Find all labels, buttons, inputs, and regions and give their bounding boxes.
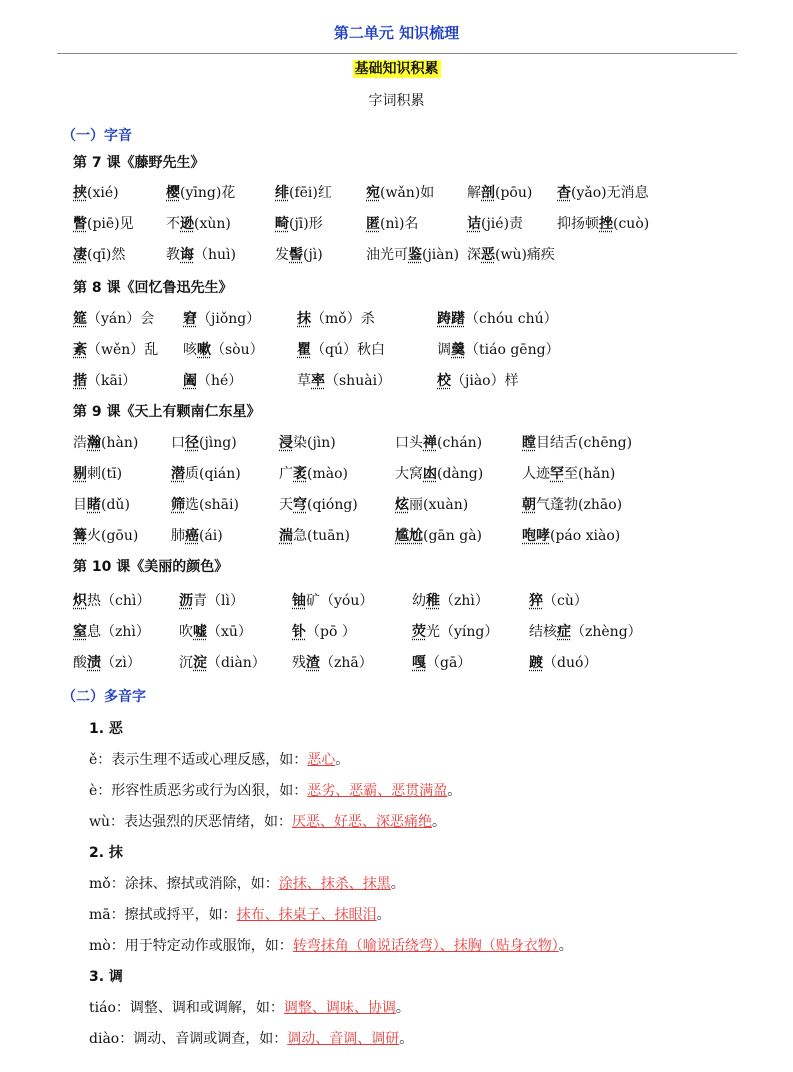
polyphone-end-punct: 。: [447, 783, 462, 799]
word-key-char: 校: [437, 373, 451, 389]
word-key-char: 凄: [73, 247, 87, 263]
polyphone-examples: 转弯抹角（喻说话绕弯）、抹胸（贴身衣物）: [292, 938, 559, 954]
polyphone-examples: 涂抹、抹杀、抹黑: [278, 876, 391, 892]
lesson-title: 第 9 课《天上有颗南仁东星》: [73, 404, 261, 420]
polyphone-examples: 调整、调味、协调: [283, 1000, 396, 1016]
word-pinyin: （cù）: [543, 593, 588, 609]
word-entry: [297, 339, 385, 359]
word-entry: [522, 494, 622, 514]
word-pinyin: (dàng): [437, 466, 484, 482]
word-entry: [275, 213, 323, 233]
word-pinyin: (dǔ): [101, 497, 130, 513]
word-row: [0, 590, 793, 614]
word-row: [0, 494, 793, 518]
word-key-char: 踌躇: [437, 311, 465, 327]
word-pinyin: 至(hǎn): [564, 466, 616, 482]
lesson-title: 第 7 课《藤野先生》: [73, 155, 205, 171]
polyphone-line: [89, 811, 446, 831]
word-entry: [437, 370, 519, 390]
word-row: [0, 621, 793, 645]
word-key-char: 炫: [395, 497, 409, 513]
word-key-char: 挫: [599, 216, 613, 232]
word-row: [0, 339, 793, 363]
word-pinyin: 息（zhì）: [87, 624, 150, 640]
word-key-char: 鉴: [408, 247, 422, 263]
highlight-label: 基础知识积累: [354, 61, 439, 77]
word-key-char: 瞿: [297, 342, 311, 358]
word-pinyin: (fēi)红: [289, 185, 332, 201]
word-prefix: 草: [297, 373, 311, 389]
word-entry: [73, 182, 119, 202]
word-entry: [529, 652, 597, 672]
word-key-char: 筛: [171, 497, 185, 513]
word-pinyin: (qī)然: [87, 247, 126, 263]
word-pinyin: (mào): [307, 466, 348, 482]
word-pinyin: (cuò): [613, 216, 650, 232]
word-entry: [366, 213, 418, 233]
word-pinyin: （qú）秋白: [311, 342, 385, 358]
word-entry: [73, 370, 136, 390]
word-prefix: 咳: [183, 342, 197, 358]
word-entry: [73, 494, 130, 514]
word-key-char: 宛: [366, 185, 380, 201]
word-pinyin: （sòu）: [211, 342, 264, 358]
word-prefix: 发: [275, 247, 289, 263]
polyphone-line: [89, 873, 405, 893]
word-prefix: 浩: [73, 435, 87, 451]
word-entry: [366, 244, 459, 264]
word-key-char: 朝: [522, 497, 536, 513]
polyphone-end-punct: 。: [390, 876, 405, 892]
word-pinyin: (hàn): [101, 435, 139, 451]
word-key-char: 踱: [529, 655, 543, 671]
word-row: [0, 652, 793, 676]
word-prefix: 幼: [412, 593, 426, 609]
word-entry: [179, 590, 244, 610]
word-entry: [557, 213, 649, 233]
word-entry: [171, 463, 241, 483]
word-key-char: 窘: [183, 311, 197, 327]
word-key-char: 挟: [73, 185, 87, 201]
word-key-char: 畸: [275, 216, 289, 232]
word-entry: [73, 308, 154, 328]
word-pinyin: 刺(tī): [87, 466, 123, 482]
sub-title: 字词积累: [368, 93, 425, 109]
polyphone-end-punct: 。: [335, 752, 350, 768]
word-entry: [395, 463, 483, 483]
word-pinyin: （wěn）乱: [87, 342, 159, 358]
word-key-char: 剔: [73, 466, 87, 482]
word-prefix: 天: [279, 497, 293, 513]
lesson-title: 第 8 课《回忆鲁迅先生》: [73, 280, 233, 296]
word-row: [0, 308, 793, 332]
word-entry: [275, 244, 323, 264]
polyphone-line: [89, 904, 391, 924]
word-prefix: 深: [467, 247, 481, 263]
word-key-char: 钋: [292, 624, 306, 640]
word-pinyin: 急(tuān): [293, 528, 350, 544]
polyphone-definition: ě：表示生理不适或心理反感，如：: [89, 752, 308, 768]
word-entry: [366, 182, 434, 202]
word-pinyin: (ái): [199, 528, 223, 544]
word-entry: [279, 525, 350, 545]
word-entry: [292, 590, 373, 610]
word-key-char: 诘: [467, 216, 481, 232]
word-pinyin: (piē)见: [87, 216, 134, 232]
word-key-char: 径: [185, 435, 199, 451]
word-prefix: 广: [279, 466, 293, 482]
word-prefix: 酸: [73, 655, 87, 671]
word-entry: [73, 339, 158, 359]
word-key-char: 绯: [275, 185, 289, 201]
word-key-char: 恶: [481, 247, 495, 263]
word-entry: [412, 590, 489, 610]
word-pinyin: (jìng): [199, 435, 237, 451]
word-prefix: 大窝: [395, 466, 423, 482]
word-entry: [166, 213, 231, 233]
part-heading-pronunciation: （一）字音: [62, 128, 132, 144]
word-key-char: 羹: [451, 342, 465, 358]
word-entry: [73, 213, 134, 233]
word-pinyin: 青（lì）: [193, 593, 244, 609]
word-pinyin: （jiào）样: [451, 373, 519, 389]
word-pinyin: 气蓬勃(zhāo): [536, 497, 623, 513]
word-prefix: 肺: [171, 528, 185, 544]
word-entry: [292, 652, 373, 672]
polyphone-line: [89, 749, 349, 769]
polyphone-title: 1. 恶: [89, 721, 123, 737]
word-prefix: 吹: [179, 624, 193, 640]
word-entry: [73, 463, 122, 483]
word-entry: [412, 621, 498, 641]
part-heading-polyphones: （二）多音字: [62, 689, 146, 705]
word-pinyin: 火(gōu): [87, 528, 139, 544]
polyphone-title: 3. 调: [89, 969, 123, 985]
word-prefix: 抑扬顿: [557, 216, 599, 232]
polyphone-definition: è：形容性质恶劣或行为凶狠，如：: [89, 783, 308, 799]
word-row: [0, 370, 793, 394]
word-key-char: 咆哮: [522, 528, 550, 544]
word-key-char: 瞥: [73, 216, 87, 232]
word-key-char: 紊: [73, 342, 87, 358]
word-key-char: 沥: [179, 593, 193, 609]
word-key-char: 渍: [87, 655, 101, 671]
word-entry: [179, 621, 252, 641]
word-entry: [73, 432, 138, 452]
word-pinyin: （mǒ）杀: [311, 311, 375, 327]
polyphone-examples: 调动、音调、调研: [287, 1031, 400, 1047]
word-key-char: 瀚: [87, 435, 101, 451]
word-key-char: 荧: [412, 624, 426, 640]
word-entry: [279, 463, 348, 483]
word-prefix: 人迹: [522, 466, 550, 482]
word-pinyin: （jiǒng）: [197, 311, 261, 327]
word-row: [0, 432, 793, 456]
word-entry: [297, 308, 375, 328]
word-pinyin: (yīng)花: [180, 185, 236, 201]
word-key-char: 樱: [166, 185, 180, 201]
polyphone-definition: mǒ：涂抹、擦拭或消除，如：: [89, 876, 279, 892]
word-key-char: 睹: [87, 497, 101, 513]
word-entry: [437, 308, 558, 328]
polyphone-definition: wù：表达强烈的厌恶情绪，如：: [89, 814, 292, 830]
word-prefix: 调: [437, 342, 451, 358]
word-entry: [73, 652, 141, 672]
word-pinyin: （tiáo gēng）: [465, 342, 560, 358]
word-key-char: 杳: [557, 185, 571, 201]
word-pinyin: (pōu): [495, 185, 533, 201]
word-key-char: 嘎: [412, 655, 426, 671]
word-row: [0, 213, 793, 237]
word-row: [0, 463, 793, 487]
word-key-char: 瞠: [522, 435, 536, 451]
word-entry: [557, 182, 649, 202]
word-row: [0, 244, 793, 268]
word-prefix: 解: [467, 185, 481, 201]
word-pinyin: 丽(xuàn): [409, 497, 469, 513]
word-prefix: 油光可: [366, 247, 408, 263]
word-entry: [166, 244, 236, 264]
word-key-char: 逊: [180, 216, 194, 232]
word-entry: [275, 182, 332, 202]
word-pinyin: (yǎo)无消息: [571, 185, 649, 201]
word-key-char: 嘘: [193, 624, 207, 640]
polyphone-definition: mò：用于特定动作或服饰，如：: [89, 938, 293, 954]
polyphone-examples: 厌恶、好恶、深恶痛绝: [292, 814, 432, 830]
word-pinyin: (jì): [303, 247, 323, 263]
word-entry: [395, 432, 482, 452]
word-prefix: 不: [166, 216, 180, 232]
word-key-char: 抹: [297, 311, 311, 327]
word-pinyin: (jié)责: [481, 216, 524, 232]
header-divider: [57, 53, 737, 54]
polyphone-definition: mā：擦拭或捋平，如：: [89, 907, 237, 923]
word-key-char: 猝: [529, 593, 543, 609]
word-entry: [467, 182, 532, 202]
word-entry: [183, 308, 260, 328]
word-key-char: 诲: [180, 247, 194, 263]
word-pinyin: （diàn）: [207, 655, 266, 671]
word-entry: [292, 621, 356, 641]
word-pinyin: (qióng): [307, 497, 358, 513]
polyphone-end-punct: 。: [376, 907, 391, 923]
word-entry: [279, 432, 336, 452]
word-pinyin: （huì): [194, 247, 236, 263]
word-pinyin: （zhì）: [440, 593, 489, 609]
polyphone-line: [89, 1028, 413, 1048]
word-entry: [73, 244, 125, 264]
word-prefix: 目: [73, 497, 87, 513]
word-key-char: 炽: [73, 593, 87, 609]
word-pinyin: （yán）会: [87, 311, 155, 327]
word-pinyin: （chóu chú）: [465, 311, 558, 327]
word-pinyin: （zhā）: [320, 655, 373, 671]
word-key-char: 症: [557, 624, 571, 640]
word-prefix: 口: [171, 435, 185, 451]
word-row: [0, 525, 793, 549]
word-pinyin: （zì）: [101, 655, 141, 671]
word-pinyin: (gān gà): [423, 528, 483, 544]
word-entry: [522, 463, 615, 483]
word-pinyin: (xié): [87, 185, 119, 201]
word-entry: [171, 494, 239, 514]
word-pinyin: (nì)名: [380, 216, 419, 232]
polyphone-title: 2. 抹: [89, 845, 123, 861]
word-key-char: 凼: [423, 466, 437, 482]
polyphone-end-punct: 。: [432, 814, 446, 830]
word-pinyin: 光（yíng）: [426, 624, 499, 640]
word-entry: [73, 621, 150, 641]
word-entry: [467, 213, 523, 233]
section-highlight: [0, 58, 793, 78]
word-entry: [183, 370, 242, 390]
polyphone-definition: tiáo：调整、调和或调解，如：: [89, 1000, 284, 1016]
polyphone-line: [89, 780, 461, 800]
word-pinyin: （kāi）: [87, 373, 137, 389]
word-prefix: 教: [166, 247, 180, 263]
word-pinyin: (páo xiào): [550, 528, 621, 544]
word-key-char: 癌: [185, 528, 199, 544]
polyphone-end-punct: 。: [558, 938, 573, 954]
word-entry: [522, 525, 620, 545]
word-key-char: 罕: [550, 466, 564, 482]
word-key-char: 渣: [306, 655, 320, 671]
word-key-char: 阖: [183, 373, 197, 389]
word-key-char: 稚: [426, 593, 440, 609]
word-pinyin: (wǎn)如: [380, 185, 435, 201]
word-pinyin: （hé）: [197, 373, 243, 389]
word-entry: [297, 370, 391, 390]
word-entry: [467, 244, 555, 264]
word-entry: [179, 652, 266, 672]
word-key-char: 尴尬: [395, 528, 423, 544]
polyphone-examples: 恶劣、恶霸、恶贯满盈: [307, 783, 448, 799]
word-pinyin: 质(qián): [185, 466, 241, 482]
word-pinyin: （zhèng）: [571, 624, 642, 640]
word-entry: [166, 182, 235, 202]
word-prefix: 口头: [395, 435, 423, 451]
word-entry: [437, 339, 560, 359]
word-key-char: 剖: [481, 185, 495, 201]
word-entry: [279, 494, 358, 514]
word-pinyin: （gā）: [426, 655, 472, 671]
word-key-char: 湍: [279, 528, 293, 544]
word-pinyin: (wù)痛疾: [495, 247, 555, 263]
word-key-char: 窒: [73, 624, 87, 640]
word-key-char: 铀: [292, 593, 306, 609]
word-pinyin: （xū）: [207, 624, 252, 640]
word-pinyin: 染(jìn): [293, 435, 336, 451]
word-pinyin: 选(shāi): [185, 497, 239, 513]
word-prefix: 残: [292, 655, 306, 671]
word-pinyin: (xùn): [194, 216, 231, 232]
polyphone-examples: 抹布、抹桌子、抹眼泪: [236, 907, 377, 923]
word-key-char: 嗽: [197, 342, 211, 358]
polyphone-examples: 恶心: [307, 752, 336, 768]
word-entry: [171, 432, 237, 452]
word-entry: [522, 432, 632, 452]
word-key-char: 筵: [73, 311, 87, 327]
word-pinyin: （pō ）: [306, 624, 356, 640]
word-key-char: 率: [311, 373, 325, 389]
word-key-char: 穹: [293, 497, 307, 513]
word-key-char: 匿: [366, 216, 380, 232]
word-pinyin: 目结舌(chēng): [536, 435, 633, 451]
word-entry: [395, 525, 482, 545]
word-pinyin: 矿（yóu）: [306, 593, 374, 609]
polyphone-line: [89, 997, 410, 1017]
word-key-char: 揩: [73, 373, 87, 389]
word-prefix: 沉: [179, 655, 193, 671]
word-entry: [73, 525, 138, 545]
word-entry: [183, 339, 264, 359]
word-entry: [529, 621, 642, 641]
word-key-char: 袤: [293, 466, 307, 482]
word-key-char: 潜: [171, 466, 185, 482]
word-key-char: 禅: [423, 435, 437, 451]
page-header-title: 第二单元 知识梳理: [333, 24, 460, 42]
word-key-char: 淀: [193, 655, 207, 671]
polyphone-end-punct: 。: [399, 1031, 414, 1047]
word-entry: [171, 525, 223, 545]
word-entry: [395, 494, 468, 514]
word-row: [0, 182, 793, 206]
word-key-char: 篝: [73, 528, 87, 544]
word-pinyin: （duó）: [543, 655, 598, 671]
word-entry: [412, 652, 471, 672]
word-prefix: 结核: [529, 624, 557, 640]
word-pinyin: (jiàn): [422, 247, 460, 263]
word-entry: [529, 590, 588, 610]
word-pinyin: (chán): [437, 435, 483, 451]
word-pinyin: (jī)形: [289, 216, 323, 232]
word-pinyin: （shuài）: [325, 373, 392, 389]
polyphone-line: [89, 935, 573, 955]
word-entry: [73, 590, 150, 610]
word-key-char: 浸: [279, 435, 293, 451]
polyphone-definition: diào：调动、音调或调查，如：: [89, 1031, 288, 1047]
polyphone-end-punct: 。: [395, 1000, 410, 1016]
lesson-title: 第 10 课《美丽的颜色》: [73, 559, 229, 575]
word-pinyin: 热（chì）: [87, 593, 151, 609]
word-key-char: 髻: [289, 247, 303, 263]
